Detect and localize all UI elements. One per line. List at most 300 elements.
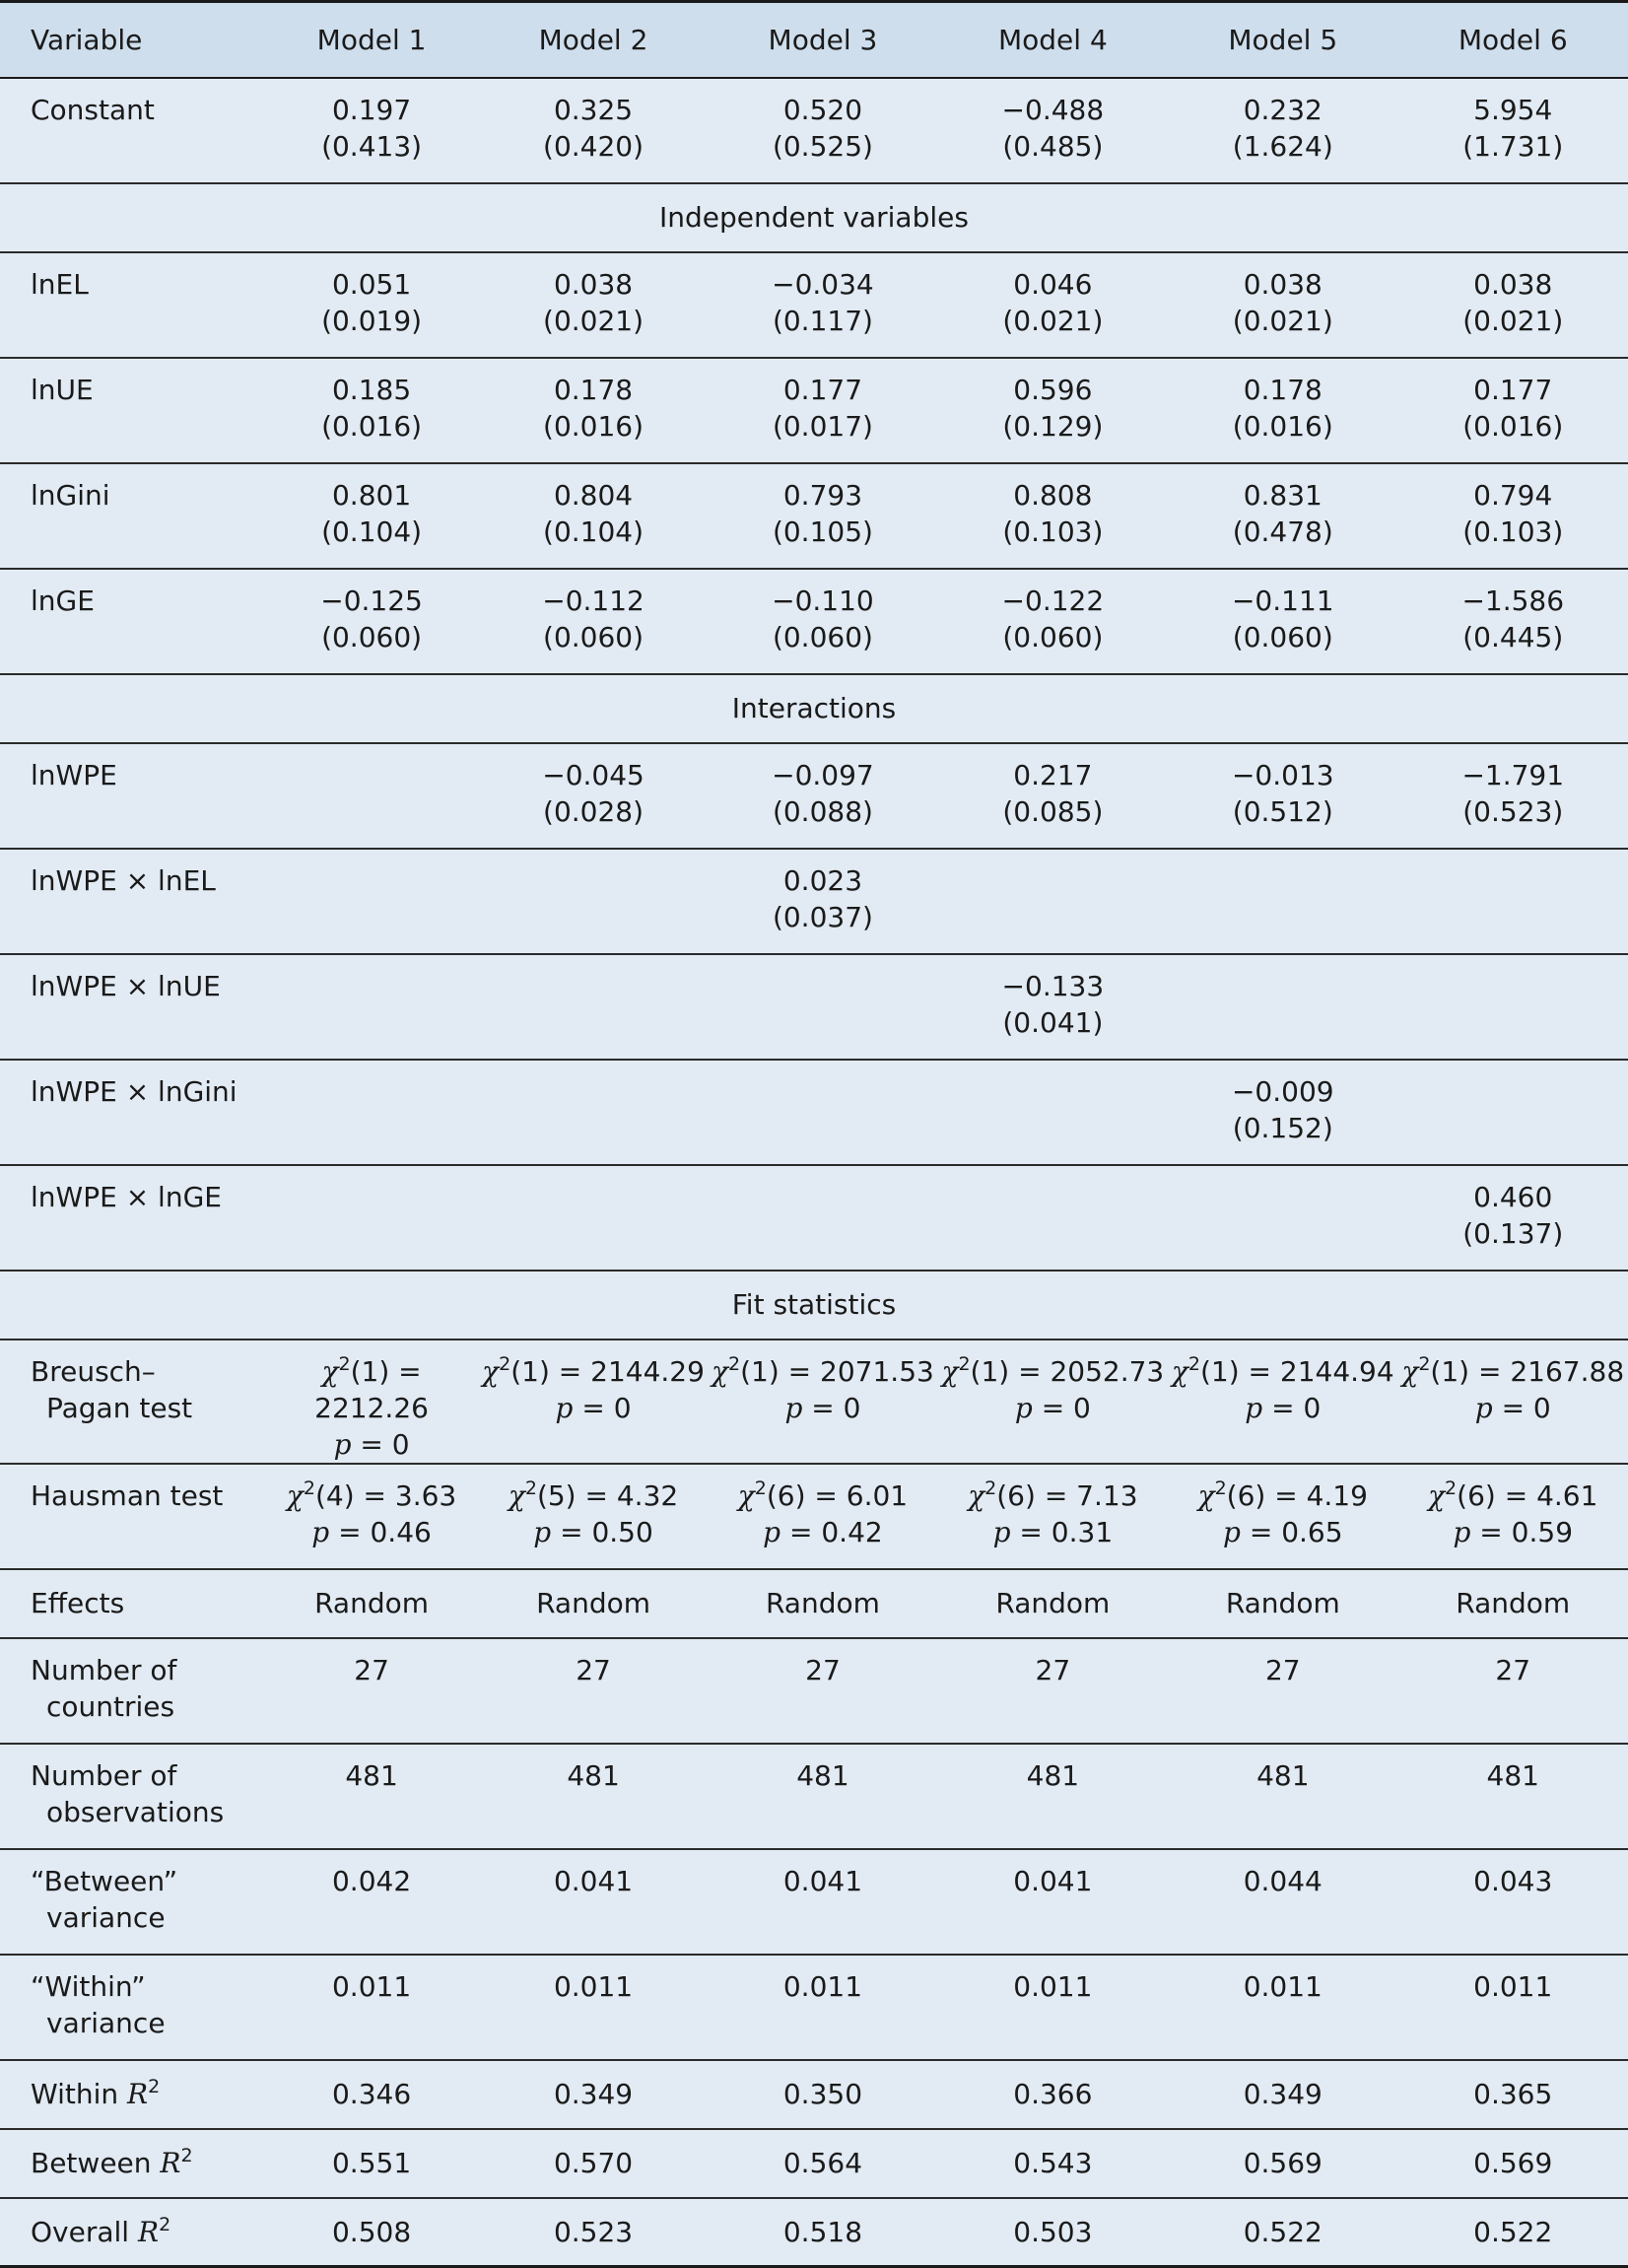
chi-superscript: 2 bbox=[958, 1353, 970, 1375]
r-squared-row bbox=[0, 2129, 1628, 2198]
chi-square-line bbox=[708, 1353, 937, 1390]
cell-model-6: 0.365 bbox=[1398, 2060, 1628, 2129]
chi-symbol: χ bbox=[738, 1479, 755, 1512]
standard-error: (0.017) bbox=[708, 408, 937, 445]
cell-model-5: 481 bbox=[1168, 1744, 1397, 1849]
p-symbol: p bbox=[1245, 1392, 1262, 1424]
chi-symbol: χ bbox=[968, 1479, 984, 1512]
cell-model-1 bbox=[264, 569, 479, 674]
chi-symbol: χ bbox=[941, 1355, 958, 1388]
standard-error: (0.512) bbox=[1168, 793, 1397, 830]
cell-model-5: 27 bbox=[1168, 1638, 1397, 1744]
cell-model-6: 0.043 bbox=[1398, 1849, 1628, 1955]
cell-model-5 bbox=[1168, 1165, 1397, 1271]
chi-value: (6) = 4.19 bbox=[1227, 1479, 1368, 1512]
cell-model-6 bbox=[1398, 78, 1628, 183]
cell-model-1 bbox=[264, 954, 479, 1060]
row-label bbox=[0, 1340, 264, 1464]
cell-model-1 bbox=[264, 252, 479, 358]
coefficient-line bbox=[479, 266, 708, 303]
cell-model-5 bbox=[1168, 849, 1397, 954]
chi-symbol: χ bbox=[509, 1479, 525, 1512]
coefficient-line bbox=[1398, 372, 1628, 408]
cell-model-2 bbox=[479, 1060, 708, 1165]
standard-error: (0.021) bbox=[1168, 303, 1397, 339]
cell-model-6 bbox=[1398, 1464, 1628, 1569]
standard-error: (0.420) bbox=[479, 128, 708, 165]
coefficient: 0.038 bbox=[1473, 268, 1552, 301]
cell-model-4: 0.366 bbox=[938, 2060, 1168, 2129]
cell-model-1 bbox=[264, 78, 479, 183]
p-value: = 0 bbox=[1033, 1392, 1091, 1424]
row-label-line-1: Number of bbox=[31, 1652, 264, 1688]
cell-model-2: Random bbox=[479, 1569, 708, 1638]
cell-model-5: 0.011 bbox=[1168, 1955, 1397, 2060]
stat-row bbox=[0, 1744, 1628, 1849]
p-value-line bbox=[938, 1514, 1168, 1550]
standard-error: (0.105) bbox=[708, 514, 937, 550]
row-label-prefix: Within bbox=[31, 2078, 127, 2110]
chi-symbol: χ bbox=[482, 1355, 499, 1388]
p-value-line bbox=[479, 1514, 708, 1550]
cell-model-5 bbox=[1168, 1340, 1397, 1464]
row-label-line-1: Number of bbox=[31, 1757, 264, 1794]
r-superscript: 2 bbox=[148, 2076, 160, 2097]
standard-error: (0.103) bbox=[1398, 514, 1628, 550]
coefficient-line bbox=[938, 372, 1168, 408]
standard-error: (0.088) bbox=[708, 793, 937, 830]
coefficient-line bbox=[708, 266, 937, 303]
cell-model-3 bbox=[708, 1060, 937, 1165]
table-body bbox=[0, 78, 1628, 2267]
cell-model-6 bbox=[1398, 954, 1628, 1060]
row-label bbox=[0, 1638, 264, 1744]
cell-model-4 bbox=[938, 743, 1168, 849]
chi-square-line bbox=[479, 1353, 708, 1390]
coefficient-line bbox=[938, 583, 1168, 619]
cell-model-1: 27 bbox=[264, 1638, 479, 1744]
cell-model-2: 0.041 bbox=[479, 1849, 708, 1955]
table-row bbox=[0, 743, 1628, 849]
cell-model-1: Random bbox=[264, 1569, 479, 1638]
chi-square-line bbox=[1168, 1478, 1397, 1514]
coefficient: 0.831 bbox=[1244, 479, 1323, 512]
cell-model-1 bbox=[264, 1464, 479, 1569]
cell-model-6 bbox=[1398, 1340, 1628, 1464]
cell-model-3: 0.518 bbox=[708, 2198, 937, 2267]
row-label bbox=[0, 2198, 264, 2267]
chi-symbol: χ bbox=[1428, 1479, 1445, 1512]
standard-error: (0.103) bbox=[938, 514, 1168, 550]
p-symbol: p bbox=[1475, 1392, 1493, 1424]
cell-model-3 bbox=[708, 743, 937, 849]
cell-model-3 bbox=[708, 463, 937, 569]
standard-error: (0.028) bbox=[479, 793, 708, 830]
cell-model-5 bbox=[1168, 743, 1397, 849]
cell-model-5 bbox=[1168, 78, 1397, 183]
chi-superscript: 2 bbox=[728, 1353, 740, 1375]
standard-error: (0.016) bbox=[1168, 408, 1397, 445]
cell-model-6 bbox=[1398, 849, 1628, 954]
row-label bbox=[0, 2129, 264, 2198]
cell-model-3 bbox=[708, 954, 937, 1060]
cell-model-2 bbox=[479, 78, 708, 183]
coefficient-line bbox=[1398, 477, 1628, 514]
coefficient: −1.586 bbox=[1461, 584, 1564, 617]
coefficient: 0.804 bbox=[554, 479, 633, 512]
row-label bbox=[0, 1744, 264, 1849]
standard-error: (0.060) bbox=[264, 619, 479, 655]
coefficient: −1.791 bbox=[1461, 759, 1564, 791]
row-label: lnGE bbox=[0, 569, 264, 674]
table-row bbox=[0, 358, 1628, 463]
cell-model-2: 27 bbox=[479, 1638, 708, 1744]
cell-model-2 bbox=[479, 463, 708, 569]
p-value: = 0 bbox=[1262, 1392, 1321, 1424]
p-value-line bbox=[479, 1390, 708, 1426]
header-variable: Variable bbox=[0, 2, 264, 78]
r-superscript: 2 bbox=[181, 2145, 193, 2166]
cell-model-6 bbox=[1398, 743, 1628, 849]
standard-error: (0.523) bbox=[1398, 793, 1628, 830]
p-value-line bbox=[1398, 1390, 1628, 1426]
standard-error: (0.021) bbox=[479, 303, 708, 339]
section-row bbox=[0, 674, 1628, 743]
cell-model-4: 0.503 bbox=[938, 2198, 1168, 2267]
coefficient-line bbox=[479, 372, 708, 408]
coefficient: 0.038 bbox=[1244, 268, 1323, 301]
cell-model-5: 0.044 bbox=[1168, 1849, 1397, 1955]
standard-error: (0.117) bbox=[708, 303, 937, 339]
cell-model-4 bbox=[938, 78, 1168, 183]
cell-model-2: 0.011 bbox=[479, 1955, 708, 2060]
coefficient-line bbox=[1398, 757, 1628, 793]
cell-model-6: 27 bbox=[1398, 1638, 1628, 1744]
coefficient-line bbox=[264, 266, 479, 303]
table-row bbox=[0, 463, 1628, 569]
row-label: lnUE bbox=[0, 358, 264, 463]
cell-model-3 bbox=[708, 1464, 937, 1569]
coefficient-line bbox=[1168, 583, 1397, 619]
coefficient-line bbox=[938, 968, 1168, 1004]
cell-model-3 bbox=[708, 1340, 937, 1464]
cell-model-1: 0.011 bbox=[264, 1955, 479, 2060]
chi-square-line bbox=[479, 1478, 708, 1514]
standard-error: (0.060) bbox=[938, 619, 1168, 655]
cell-model-5: Random bbox=[1168, 1569, 1397, 1638]
cell-model-4: Random bbox=[938, 1569, 1168, 1638]
coefficient: 0.460 bbox=[1473, 1181, 1552, 1213]
chi-symbol: χ bbox=[287, 1479, 304, 1512]
table-row bbox=[0, 849, 1628, 954]
cell-model-3: 0.350 bbox=[708, 2060, 937, 2129]
header-row bbox=[0, 2, 1628, 78]
cell-model-2 bbox=[479, 358, 708, 463]
chi-value: (1) = 2144.29 bbox=[510, 1355, 705, 1388]
coefficient: 0.178 bbox=[554, 374, 633, 406]
table-row bbox=[0, 569, 1628, 674]
standard-error: (0.060) bbox=[708, 619, 937, 655]
cell-model-5 bbox=[1168, 1464, 1397, 1569]
r-superscript: 2 bbox=[159, 2214, 170, 2235]
standard-error: (0.137) bbox=[1398, 1215, 1628, 1252]
coefficient: −0.034 bbox=[772, 268, 874, 301]
standard-error: (0.085) bbox=[938, 793, 1168, 830]
coefficient-line bbox=[708, 757, 937, 793]
cell-model-3: 0.564 bbox=[708, 2129, 937, 2198]
p-value-line bbox=[1168, 1390, 1397, 1426]
coefficient-line bbox=[1168, 266, 1397, 303]
table-row bbox=[0, 1165, 1628, 1271]
cell-model-5 bbox=[1168, 252, 1397, 358]
chi-square-line bbox=[1398, 1353, 1628, 1390]
section-row bbox=[0, 183, 1628, 252]
cell-model-6 bbox=[1398, 358, 1628, 463]
coefficient-line bbox=[264, 583, 479, 619]
section-title: Fit statistics bbox=[0, 1271, 1628, 1340]
table-row bbox=[0, 1060, 1628, 1165]
row-label-line-1: “Within” bbox=[31, 1968, 264, 2005]
cell-model-4 bbox=[938, 1340, 1168, 1464]
coefficient-line bbox=[1168, 757, 1397, 793]
cell-model-4 bbox=[938, 463, 1168, 569]
standard-error: (0.060) bbox=[1168, 619, 1397, 655]
cell-model-1 bbox=[264, 849, 479, 954]
table-row bbox=[0, 252, 1628, 358]
standard-error: (0.060) bbox=[479, 619, 708, 655]
cell-model-2 bbox=[479, 569, 708, 674]
cell-model-2 bbox=[479, 1340, 708, 1464]
row-label: lnWPE × lnGE bbox=[0, 1165, 264, 1271]
cell-model-2: 0.570 bbox=[479, 2129, 708, 2198]
header-model-2: Model 2 bbox=[479, 2, 708, 78]
coefficient-line bbox=[938, 477, 1168, 514]
row-label: lnWPE × lnEL bbox=[0, 849, 264, 954]
section-title: Independent variables bbox=[0, 183, 1628, 252]
p-symbol: p bbox=[763, 1516, 780, 1548]
cell-model-4: 481 bbox=[938, 1744, 1168, 1849]
cell-model-4 bbox=[938, 569, 1168, 674]
row-label bbox=[0, 1464, 264, 1569]
cell-model-6: 0.011 bbox=[1398, 1955, 1628, 2060]
coefficient: 0.177 bbox=[1473, 374, 1552, 406]
coefficient-line bbox=[479, 757, 708, 793]
row-label: Constant bbox=[0, 78, 264, 183]
p-value: = 0.65 bbox=[1241, 1516, 1343, 1548]
p-value: = 0.42 bbox=[780, 1516, 883, 1548]
chi-square-line bbox=[264, 1353, 479, 1426]
row-label-line-2: observations bbox=[31, 1794, 264, 1830]
chi-symbol: χ bbox=[1198, 1479, 1215, 1512]
cell-model-2 bbox=[479, 1165, 708, 1271]
row-label-line-1: “Between” bbox=[31, 1863, 264, 1899]
header-model-6: Model 6 bbox=[1398, 2, 1628, 78]
chi-superscript: 2 bbox=[499, 1353, 510, 1375]
cell-model-2: 481 bbox=[479, 1744, 708, 1849]
coefficient: −0.013 bbox=[1232, 759, 1334, 791]
row-label-prefix: Overall bbox=[31, 2216, 138, 2248]
cell-model-5 bbox=[1168, 358, 1397, 463]
row-label bbox=[0, 1849, 264, 1955]
p-symbol: p bbox=[1223, 1516, 1241, 1548]
standard-error: (0.485) bbox=[938, 128, 1168, 165]
chi-superscript: 2 bbox=[1215, 1478, 1227, 1499]
coefficient: 0.808 bbox=[1013, 479, 1092, 512]
r-symbol: R bbox=[160, 2147, 180, 2179]
p-symbol: p bbox=[556, 1392, 574, 1424]
cell-model-6: 481 bbox=[1398, 1744, 1628, 1849]
coefficient: 0.023 bbox=[783, 864, 862, 897]
row-label: lnWPE bbox=[0, 743, 264, 849]
chi-symbol: χ bbox=[322, 1355, 339, 1388]
header-model-3: Model 3 bbox=[708, 2, 937, 78]
coefficient: 0.325 bbox=[554, 94, 633, 126]
coefficient-line bbox=[1168, 1073, 1397, 1110]
standard-error: (0.021) bbox=[938, 303, 1168, 339]
chi-superscript: 2 bbox=[1418, 1353, 1430, 1375]
cell-model-3 bbox=[708, 849, 937, 954]
chi-square-line bbox=[1398, 1478, 1628, 1514]
standard-error: (0.445) bbox=[1398, 619, 1628, 655]
coefficient: −0.009 bbox=[1232, 1075, 1334, 1108]
row-label: lnGini bbox=[0, 463, 264, 569]
p-value: = 0 bbox=[1493, 1392, 1551, 1424]
standard-error: (0.478) bbox=[1168, 514, 1397, 550]
coefficient: −0.122 bbox=[1002, 584, 1105, 617]
cell-model-5 bbox=[1168, 463, 1397, 569]
stat-row bbox=[0, 1955, 1628, 2060]
coefficient-line bbox=[708, 862, 937, 899]
coefficient: 0.232 bbox=[1244, 94, 1323, 126]
p-symbol: p bbox=[1453, 1516, 1470, 1548]
row-label: Effects bbox=[0, 1569, 264, 1638]
coefficient: 0.596 bbox=[1013, 374, 1092, 406]
cell-model-4: 0.041 bbox=[938, 1849, 1168, 1955]
cell-model-5 bbox=[1168, 1060, 1397, 1165]
coefficient: −0.133 bbox=[1002, 970, 1105, 1002]
coefficient: 0.520 bbox=[783, 94, 862, 126]
coefficient-line bbox=[264, 92, 479, 128]
coefficient-line bbox=[708, 372, 937, 408]
chi-superscript: 2 bbox=[755, 1478, 767, 1499]
cell-model-4: 0.011 bbox=[938, 1955, 1168, 2060]
coefficient-line bbox=[938, 92, 1168, 128]
cell-model-4: 0.543 bbox=[938, 2129, 1168, 2198]
cell-model-4 bbox=[938, 1060, 1168, 1165]
row-label-line-1: Breusch– bbox=[31, 1353, 264, 1390]
cell-model-5 bbox=[1168, 954, 1397, 1060]
p-symbol: p bbox=[334, 1428, 352, 1461]
p-symbol: p bbox=[993, 1516, 1011, 1548]
cell-model-6 bbox=[1398, 1165, 1628, 1271]
cell-model-6 bbox=[1398, 463, 1628, 569]
cell-model-5: 0.569 bbox=[1168, 2129, 1397, 2198]
coefficient-line bbox=[938, 266, 1168, 303]
row-label-prefix: Between bbox=[31, 2147, 160, 2179]
coefficient: 0.801 bbox=[332, 479, 411, 512]
standard-error: (0.104) bbox=[479, 514, 708, 550]
coefficient: −0.045 bbox=[542, 759, 644, 791]
cell-model-3 bbox=[708, 1165, 937, 1271]
row-label: lnEL bbox=[0, 252, 264, 358]
cell-model-6: Random bbox=[1398, 1569, 1628, 1638]
cell-model-3 bbox=[708, 78, 937, 183]
cell-model-4 bbox=[938, 849, 1168, 954]
stat-row bbox=[0, 1638, 1628, 1744]
coefficient-line bbox=[708, 583, 937, 619]
cell-model-3 bbox=[708, 569, 937, 674]
cell-model-1 bbox=[264, 463, 479, 569]
cell-model-4 bbox=[938, 1165, 1168, 1271]
standard-error: (0.021) bbox=[1398, 303, 1628, 339]
coefficient-line bbox=[708, 92, 937, 128]
chi-square-line bbox=[264, 1478, 479, 1514]
chi-value: (1) = 2144.94 bbox=[1200, 1355, 1394, 1388]
coefficient: −0.110 bbox=[772, 584, 874, 617]
p-symbol: p bbox=[1015, 1392, 1033, 1424]
coefficient: 5.954 bbox=[1473, 94, 1552, 126]
row-label bbox=[0, 1955, 264, 2060]
stat-row bbox=[0, 1849, 1628, 1955]
cell-model-4 bbox=[938, 358, 1168, 463]
cell-model-3: 0.041 bbox=[708, 1849, 937, 1955]
p-value-line bbox=[264, 1426, 479, 1463]
coefficient: 0.793 bbox=[783, 479, 862, 512]
standard-error: (0.016) bbox=[264, 408, 479, 445]
row-label-line-2: variance bbox=[31, 2005, 264, 2041]
cell-model-4 bbox=[938, 252, 1168, 358]
coefficient: 0.217 bbox=[1013, 759, 1092, 791]
cell-model-3: 27 bbox=[708, 1638, 937, 1744]
coefficient: 0.038 bbox=[554, 268, 633, 301]
standard-error: (0.019) bbox=[264, 303, 479, 339]
cell-model-3 bbox=[708, 358, 937, 463]
chi-value: (1) = 2052.73 bbox=[971, 1355, 1165, 1388]
cell-model-1 bbox=[264, 358, 479, 463]
p-value: = 0.31 bbox=[1011, 1516, 1114, 1548]
chi-value: (1) = 2212.26 bbox=[314, 1355, 429, 1424]
standard-error: (1.731) bbox=[1398, 128, 1628, 165]
chi-superscript: 2 bbox=[525, 1478, 537, 1499]
cell-model-1: 0.042 bbox=[264, 1849, 479, 1955]
standard-error: (0.016) bbox=[479, 408, 708, 445]
cell-model-1: 0.346 bbox=[264, 2060, 479, 2129]
coefficient-line bbox=[1168, 477, 1397, 514]
standard-error: (0.525) bbox=[708, 128, 937, 165]
cell-model-6 bbox=[1398, 252, 1628, 358]
coefficient: 0.185 bbox=[332, 374, 411, 406]
p-value: = 0.50 bbox=[551, 1516, 653, 1548]
coefficient: 0.178 bbox=[1244, 374, 1323, 406]
coefficient-line bbox=[264, 372, 479, 408]
chi-superscript: 2 bbox=[1188, 1353, 1200, 1375]
cell-model-5: 0.349 bbox=[1168, 2060, 1397, 2129]
coefficient: −0.097 bbox=[772, 759, 874, 791]
coefficient: 0.197 bbox=[332, 94, 411, 126]
coefficient: 0.177 bbox=[783, 374, 862, 406]
p-symbol: p bbox=[784, 1392, 802, 1424]
chi-symbol: χ bbox=[1401, 1355, 1418, 1388]
chi-value: (5) = 4.32 bbox=[537, 1479, 678, 1512]
cell-model-1 bbox=[264, 1060, 479, 1165]
cell-model-3: 0.011 bbox=[708, 1955, 937, 2060]
section-row bbox=[0, 1271, 1628, 1340]
cell-model-2 bbox=[479, 954, 708, 1060]
coefficient-line bbox=[479, 583, 708, 619]
chi-superscript: 2 bbox=[984, 1478, 996, 1499]
cell-model-6 bbox=[1398, 1060, 1628, 1165]
coefficient-line bbox=[1398, 266, 1628, 303]
